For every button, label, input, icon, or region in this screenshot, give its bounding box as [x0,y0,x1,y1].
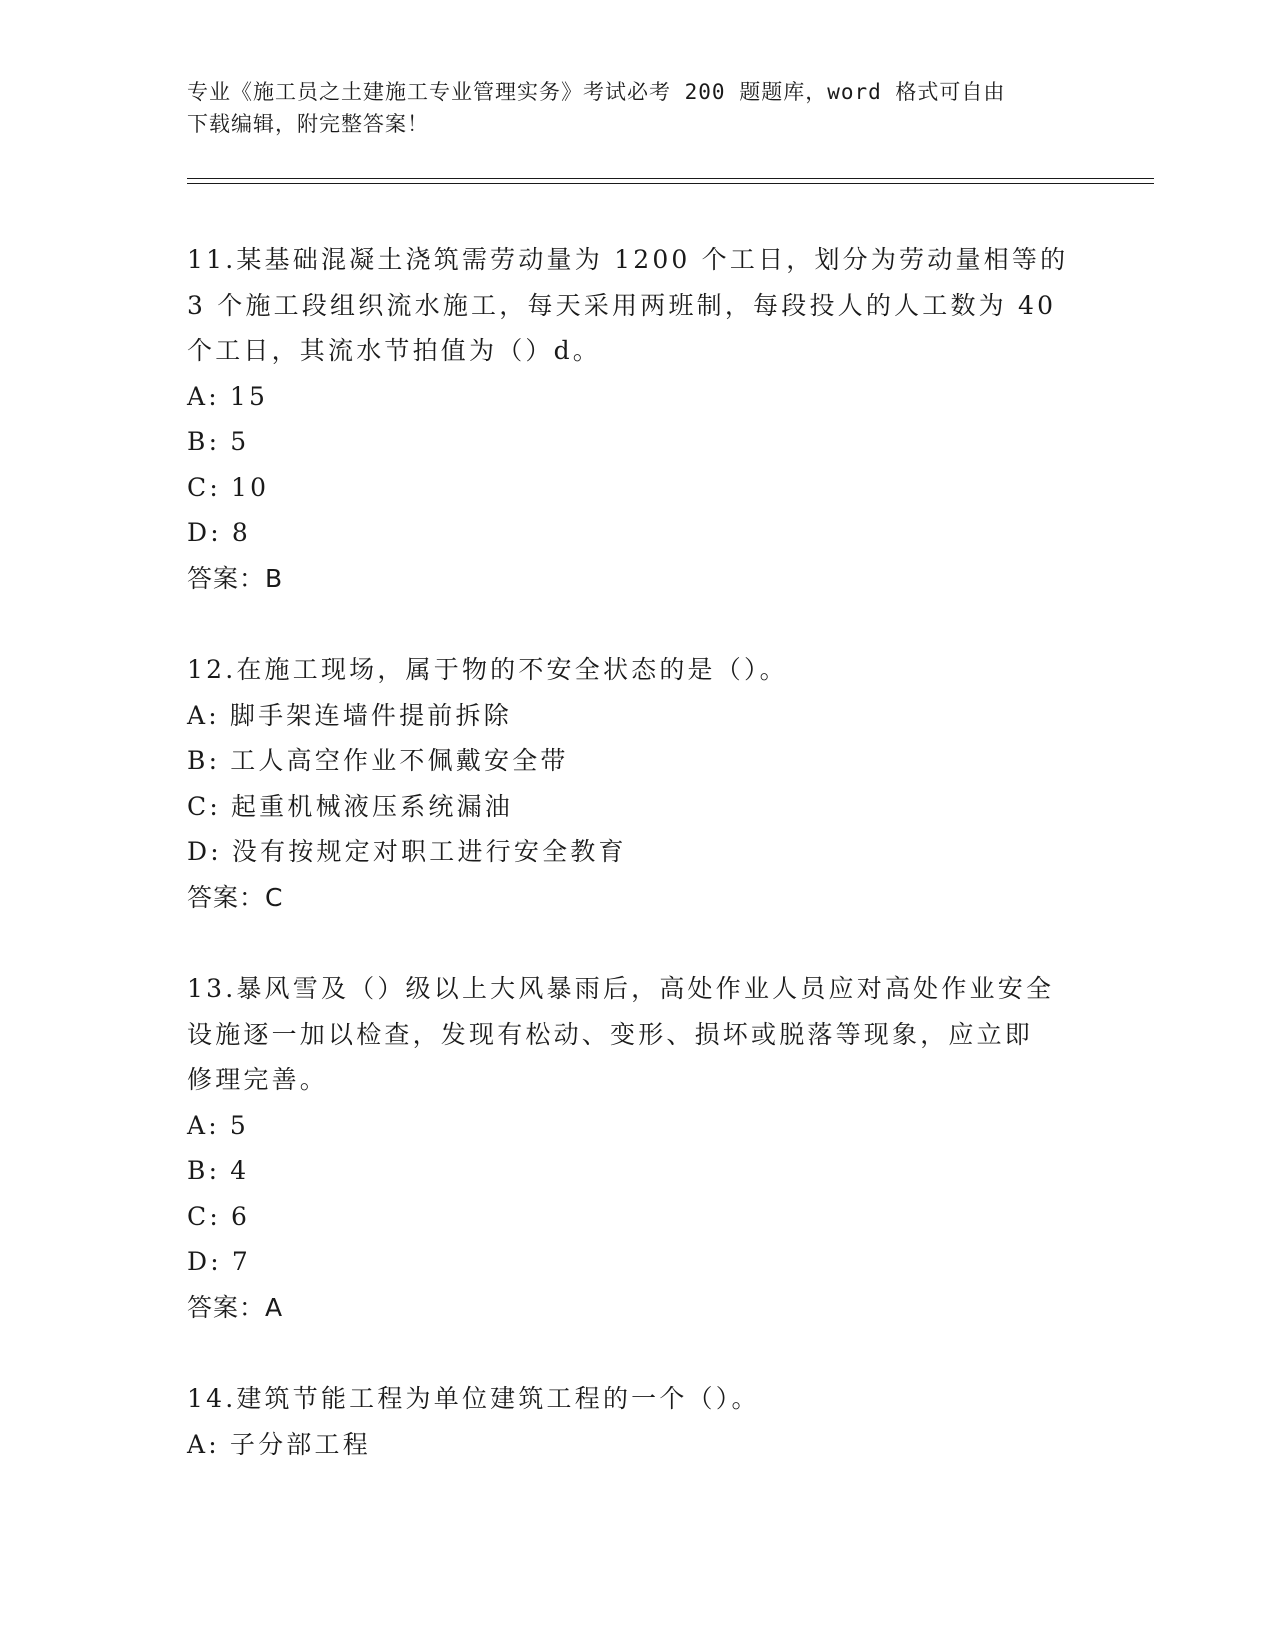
header-line-2: 下载编辑，附完整答案！ [187,112,429,136]
question-stem-line: 设施逐一加以检查，发现有松动、变形、损坏或脱落等现象，应立即 [187,1019,1034,1049]
option-separator: : [208,700,220,730]
option-text: 5 [229,1110,249,1140]
option-separator: : [210,1247,222,1276]
option-separator: : [208,746,221,775]
option-text: 8 [231,518,251,547]
option-c [187,1194,1087,1240]
question-stem-line: 11.某基础混凝土浇筑需劳动量为 1200 个工日，划分为劳动量相等的 [187,245,1069,274]
option-text: 起重机械液压系统漏油 [230,791,513,821]
option-d [187,829,1087,875]
option-text: 7 [231,1247,251,1276]
option-b [187,1148,1087,1194]
question-11 [187,237,1087,601]
header-divider-top [187,178,1154,179]
option-key: D [187,837,211,866]
option-text: 6 [230,1201,251,1231]
option-separator: : [208,381,220,411]
option-b [187,419,1087,465]
option-a [187,1422,1087,1468]
option-separator: : [209,791,221,821]
header-divider-bottom [187,183,1154,184]
option-d [187,1239,1087,1285]
option-text: 脚手架连墙件提前拆除 [229,700,512,730]
option-key: A [187,1429,209,1459]
answer-line: 答案：A [187,1292,284,1322]
option-key: B [187,746,209,775]
option-separator: : [208,1110,220,1140]
option-text: 4 [230,1156,250,1185]
option-key: C [187,1201,210,1231]
option-key: A [187,1110,209,1140]
option-separator: : [209,472,221,502]
question-13 [187,966,1087,1330]
question-stem-line: 个工日，其流水节拍值为（）d。 [187,336,602,365]
option-c [187,784,1087,830]
option-text: 工人高空作业不佩戴安全带 [230,746,569,775]
option-key: D [187,518,211,547]
option-separator: : [208,427,221,456]
option-key: C [187,791,210,821]
question-stem-line: 14.建筑节能工程为单位建筑工程的一个（）。 [187,1384,760,1413]
option-separator: : [208,1156,221,1185]
option-c [187,465,1087,511]
header-line-1: 专业《施工员之土建施工专业管理实务》考试必考 200 题题库，word 格式可自由 [187,80,1006,104]
option-text: 15 [229,381,269,411]
option-text: 子分部工程 [229,1429,371,1459]
option-separator: : [210,518,222,547]
document-header [187,76,1067,140]
question-14 [187,1376,1087,1467]
option-d [187,510,1087,556]
option-b [187,738,1087,784]
option-a [187,693,1087,739]
question-stem-line: 13.暴风雪及（）级以上大风暴雨后，高处作业人员应对高处作业安全 [187,974,1055,1003]
option-separator: : [209,1201,221,1231]
option-key: B [187,1156,209,1185]
question-list [187,237,1087,1513]
answer-line: 答案：B [187,563,284,593]
question-12 [187,647,1087,920]
option-separator: : [208,1429,220,1459]
question-stem-line: 3 个施工段组织流水施工，每天采用两班制，每段投人的人工数为 40 [187,290,1057,320]
option-key: A [187,700,209,730]
option-text: 没有按规定对职工进行安全教育 [231,837,627,866]
question-stem-line: 12.在施工现场，属于物的不安全状态的是（）。 [187,655,788,684]
answer-line: 答案：C [187,882,284,912]
option-text: 10 [230,472,270,502]
option-separator: : [210,837,222,866]
option-key: D [187,1247,211,1276]
option-a [187,374,1087,420]
option-key: A [187,381,209,411]
option-a [187,1103,1087,1149]
option-key: B [187,427,209,456]
option-key: C [187,472,210,502]
question-stem-line: 修理完善。 [187,1065,329,1094]
option-text: 5 [230,427,250,456]
